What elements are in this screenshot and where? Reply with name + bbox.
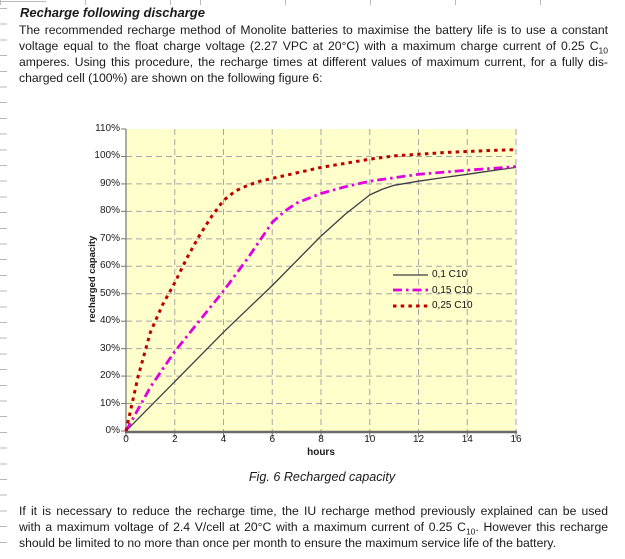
legend-sample-line xyxy=(393,302,428,310)
y-tick-label: 70% xyxy=(99,232,120,244)
legend-label: 0,25 C10 xyxy=(432,300,473,312)
ruler-marks-left xyxy=(0,8,7,556)
c10-subscript: 10 xyxy=(598,45,608,56)
x-tick-label: 6 xyxy=(269,434,276,445)
x-tick-label: 2 xyxy=(171,434,178,445)
y-tick-label: 0% xyxy=(105,425,120,436)
y-tick-label: 110% xyxy=(95,123,120,134)
paragraph-line: amperes. Using this procedure, the recharge times at different values of maximum current, for a fully dis- xyxy=(19,55,608,70)
legend-item xyxy=(393,283,473,299)
legend-item xyxy=(393,298,473,314)
ruler-mark-segment xyxy=(0,1,46,2)
x-tick-label: 4 xyxy=(220,434,227,445)
paragraph-line: voltage equal to the float charge voltage (2.27 VPC at 20°C) with a maximum charge current of 0.25 $C_{10}$ xyxy=(19,39,608,56)
x-tick-label: 0 xyxy=(123,434,129,445)
paragraph-line: If it is necessary to reduce the recharge time, the IU recharge method previously explained can be used xyxy=(19,504,608,518)
y-tick-label: 10% xyxy=(99,397,120,409)
x-tick-label: 10 xyxy=(364,434,376,445)
x-tick-label: 12 xyxy=(412,434,425,445)
figure-caption: Fig. 6 Recharged capacity xyxy=(248,470,396,484)
y-tick-label: 100% xyxy=(94,150,120,162)
y-tick-label: 40% xyxy=(99,315,120,327)
legend-sample-line xyxy=(393,286,428,294)
y-tick-label: 50% xyxy=(99,287,120,299)
chart-legend xyxy=(393,267,473,314)
paragraph-line: should be limited to no more than once per month to ensure the maximum service life of the battery. xyxy=(19,536,556,551)
y-tick-label: 80% xyxy=(99,205,120,217)
y-axis-title: recharged capacity xyxy=(87,235,98,323)
paragraph-line: charged cell (100%) are shown on the following figure 6: xyxy=(19,71,323,86)
legend-item xyxy=(393,267,473,283)
paragraph-line: The recommended recharge method of Monolite batteries to maximise the battery life is to use a constant xyxy=(19,23,608,37)
x-tick-label: 16 xyxy=(510,434,522,445)
y-tick-label: 60% xyxy=(99,260,120,272)
section-heading: Recharge following discharge xyxy=(20,5,205,20)
intro-paragraph xyxy=(19,22,608,86)
x-tick-label: 14 xyxy=(461,434,473,445)
legend-label: 0,1 C10 xyxy=(432,269,468,281)
x-axis-title: hours xyxy=(307,447,335,458)
paragraph-line: with a maximum voltage of 2.4 V/cell at 20°C with a maximum current of 0.25 $C_{10}$. However this recharge xyxy=(19,520,609,537)
y-tick-label: 20% xyxy=(99,370,120,382)
x-tick-label: 8 xyxy=(318,434,324,445)
y-tick-label: 30% xyxy=(99,342,120,354)
y-tick-label: 90% xyxy=(99,177,120,189)
legend-label: 0,15 C10 xyxy=(432,284,473,296)
legend-sample-line xyxy=(393,271,428,279)
c10-subscript: 10 xyxy=(465,526,476,537)
closing-paragraph xyxy=(19,503,608,551)
